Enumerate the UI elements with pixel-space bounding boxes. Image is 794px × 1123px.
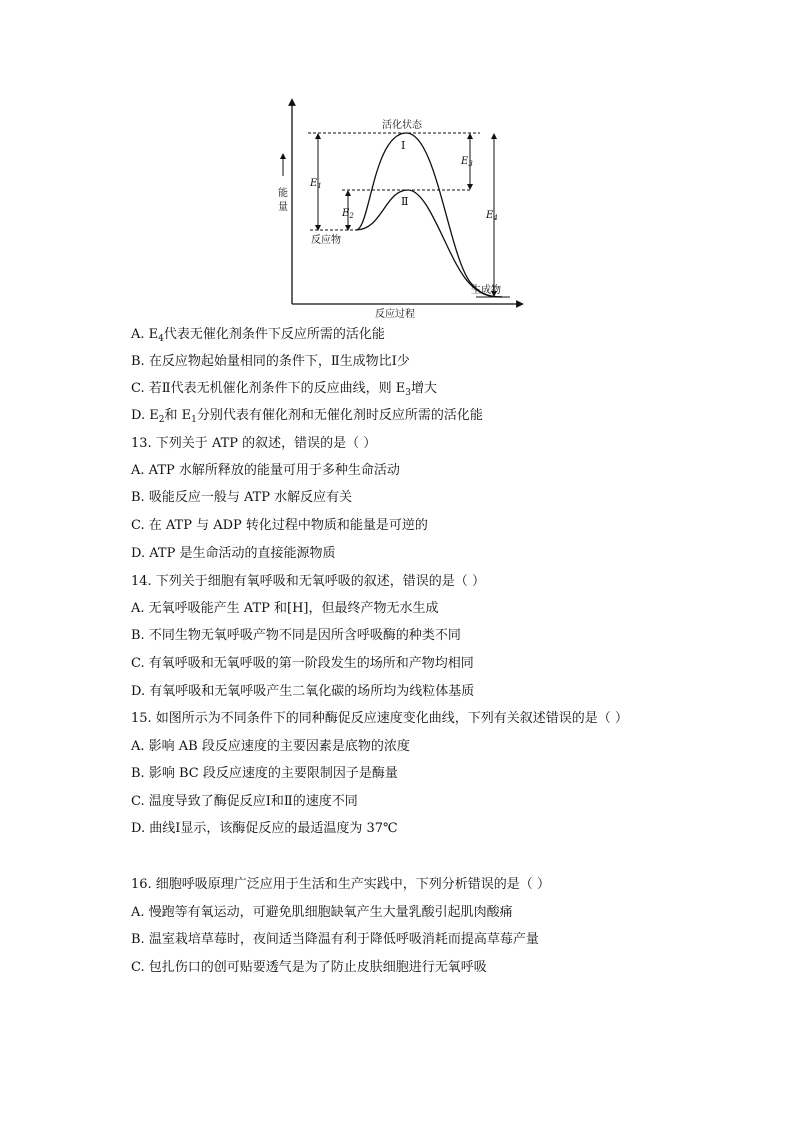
q14-option-d: D. 有氧呼吸和无氧呼吸产生二氧化碳的场所均为线粒体基质 xyxy=(131,684,475,699)
q13-option-a: A. ATP 水解所释放的能量可用于多种生命活动 xyxy=(131,463,400,478)
curve-2 xyxy=(356,190,502,297)
q16-option-c: C. 包扎伤口的创可贴要透气是为了防止皮肤细胞进行无氧呼吸 xyxy=(131,960,487,975)
e3-label: $E_3$ xyxy=(461,156,473,168)
q13-option-d: D. ATP 是生命活动的直接能源物质 xyxy=(131,546,336,561)
q13-option-c: C. 在 ATP 与 ADP 转化过程中物质和能量是可逆的 xyxy=(131,518,428,533)
q14-option-c: C. 有氧呼吸和无氧呼吸的第一阶段发生的场所和产物均相同 xyxy=(131,656,474,671)
e1-label: $E_1$ xyxy=(310,178,322,190)
q14-option-a: A. 无氧呼吸能产生 ATP 和[H]，但最终产物无水生成 xyxy=(131,601,439,616)
curve-1 xyxy=(356,133,502,297)
q16-option-a: A. 慢跑等有氧运动，可避免肌细胞缺氧产生大量乳酸引起肌肉酸痛 xyxy=(131,905,513,920)
q14-option-b: B. 不同生物无氧呼吸产物不同是因所含呼吸酶的种类不同 xyxy=(131,628,461,643)
q16-option-b: B. 温室栽培草莓时，夜间适当降温有利于降低呼吸消耗而提高草莓产量 xyxy=(131,932,539,947)
q14-stem: 14. 下列关于细胞有氧呼吸和无氧呼吸的叙述，错误的是（ ） xyxy=(131,574,485,589)
q13-stem: 13. 下列关于 ATP 的叙述，错误的是（ ） xyxy=(131,436,377,451)
q15-stem: 15. 如图所示为不同条件下的同种酶促反应速度变化曲线，下列有关叙述错误的是（ ） xyxy=(131,711,628,726)
product-label: 生成物 xyxy=(471,285,501,296)
q15-option-b: B. 影响 BC 段反应速度的主要限制因子是酶量 xyxy=(131,766,398,781)
curve-1-label: Ⅰ xyxy=(401,139,406,152)
activated-state-label: 活化状态 xyxy=(382,120,422,131)
e2-label: $E_2$ xyxy=(342,208,354,220)
energy-diagram xyxy=(270,92,530,320)
q12-option-d: D. $E_2$和 $E_1$分别代表有催化剂和无催化剂时反应所需的活化能 xyxy=(131,408,483,425)
curve-2-label: Ⅱ xyxy=(401,195,409,208)
q12-option-b: B. 在反应物起始量相同的条件下，Ⅱ生成物比Ⅰ少 xyxy=(131,354,410,369)
x-axis-label: 反应过程 xyxy=(375,309,415,320)
e4-label: $E_4$ xyxy=(486,210,498,222)
reactant-label: 反应物 xyxy=(311,235,341,246)
q12-option-c: C. 若Ⅱ代表无机催化剂条件下的反应曲线，则 $E_3$增大 xyxy=(131,381,437,398)
y-axis-label-2: 量 xyxy=(278,202,288,213)
y-axis-label-1: 能 xyxy=(278,188,288,199)
q13-option-b: B. 吸能反应一般与 ATP 水解反应有关 xyxy=(131,490,353,505)
q15-option-d: D. 曲线Ⅰ显示，该酶促反应的最适温度为 37℃ xyxy=(131,821,398,836)
q15-option-c: C. 温度导致了酶促反应Ⅰ和Ⅱ的速度不同 xyxy=(131,794,358,809)
q15-option-a: A. 影响 AB 段反应速度的主要因素是底物的浓度 xyxy=(131,739,410,754)
q12-option-a: A. $E_4$代表无催化剂条件下反应所需的活化能 xyxy=(131,327,385,344)
q16-stem: 16. 细胞呼吸原理广泛应用于生活和生产实践中，下列分析错误的是（ ） xyxy=(131,877,550,892)
